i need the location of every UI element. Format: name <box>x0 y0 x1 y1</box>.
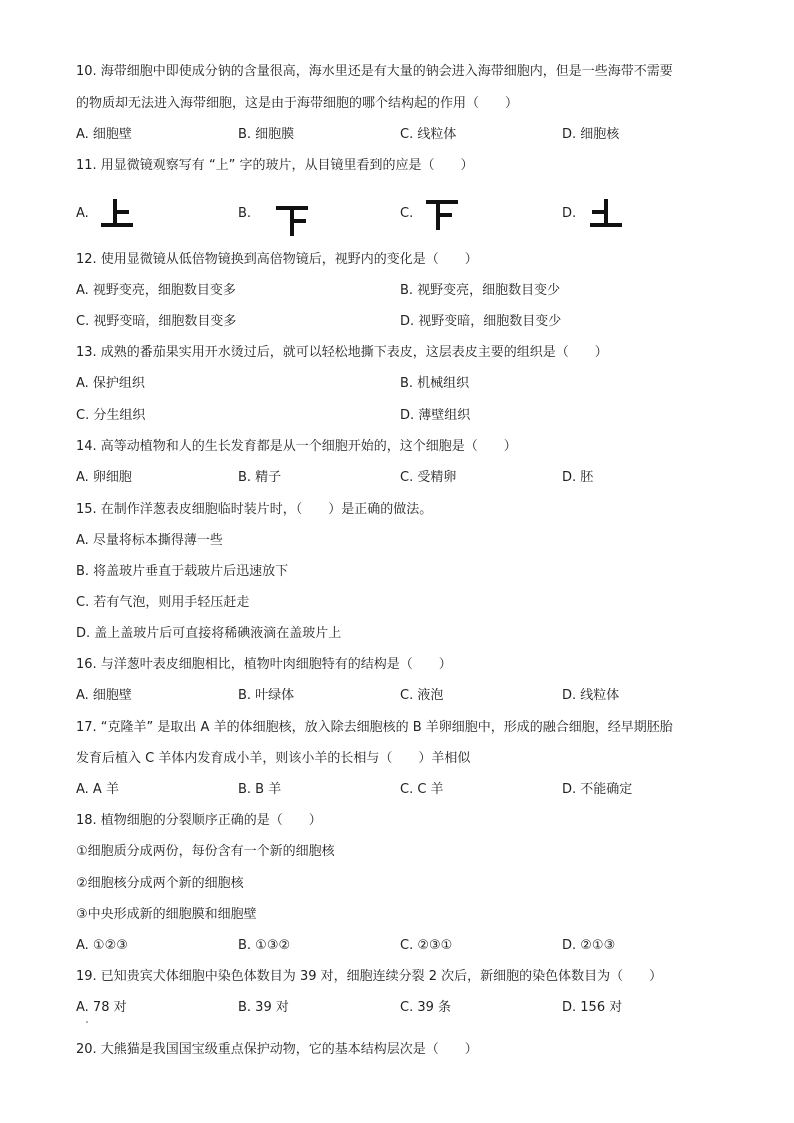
q20-stem: 20. 大熊猫是我国国宝级重点保护动物，它的基本结构层次是（ ） <box>76 1042 478 1057</box>
q11-glyph-b-figure <box>275 204 309 238</box>
q13-option-b: B. 机械组织 <box>400 376 470 391</box>
q11-stem: 11. 用显微镜观察写有 “上” 字的玻片，从目镜里看到的应是（ ） <box>76 158 474 173</box>
q18-step-2: ②细胞核分成两个新的细胞核 <box>76 876 244 891</box>
q17-option-b: B. B 羊 <box>238 782 282 797</box>
q18-step-3: ③中央形成新的细胞膜和细胞壁 <box>76 907 257 922</box>
q17-option-c: C. C 羊 <box>400 782 444 797</box>
q16-option-b: B. 叶绿体 <box>238 688 295 703</box>
q13-option-c: C. 分生组织 <box>76 408 146 423</box>
q15-option-d: D. 盖上盖玻片后可直接将稀碘液滴在盖玻片上 <box>76 626 342 641</box>
q18-option-c: C. ②③① <box>400 938 453 953</box>
q19-option-c: C. 39 条 <box>400 1000 452 1015</box>
q14-option-b: B. 精子 <box>238 470 282 485</box>
q18-option-a: A. ①②③ <box>76 938 128 953</box>
q19-option-b: B. 39 对 <box>238 1000 289 1015</box>
q12-option-d: D. 视野变暗，细胞数目变少 <box>400 314 562 329</box>
q17-stem-line-2: 发育后植入 C 羊体内发育成小羊，则该小羊的长相与（ ）羊相似 <box>76 751 471 766</box>
q11-option-a: A. <box>76 206 89 221</box>
q10-option-b: B. 细胞膜 <box>238 127 295 142</box>
q10-option-c: C. 线粒体 <box>400 127 457 142</box>
q13-stem: 13. 成熟的番茄果实用开水烫过后，就可以轻松地撕下表皮，这层表皮主要的组织是（ ） <box>76 345 608 360</box>
q13-option-d: D. 薄壁组织 <box>400 408 471 423</box>
stray-dot <box>86 1021 88 1023</box>
q11-glyph-d-figure <box>589 197 623 231</box>
q19-option-d: D. 156 对 <box>562 1000 623 1015</box>
q12-option-a: A. 视野变亮，细胞数目变多 <box>76 283 236 298</box>
q18-option-d: D. ②①③ <box>562 938 616 953</box>
q12-option-b: B. 视野变亮，细胞数目变少 <box>400 283 561 298</box>
q13-option-a: A. 保护组织 <box>76 376 145 391</box>
q19-option-a: A. 78 对 <box>76 1000 127 1015</box>
q11-glyph-a-figure <box>100 197 134 231</box>
q14-stem: 14. 高等动植物和人的生长发育都是从一个细胞开始的，这个细胞是（ ） <box>76 439 517 454</box>
q14-option-a: A. 卵细胞 <box>76 470 132 485</box>
q16-option-c: C. 液泡 <box>400 688 444 703</box>
q17-option-a: A. A 羊 <box>76 782 119 797</box>
q18-option-b: B. ①③② <box>238 938 291 953</box>
q10-stem-line-2: 的物质却无法进入海带细胞，这是由于海带细胞的哪个结构起的作用（ ） <box>76 96 519 111</box>
q12-option-c: C. 视野变暗，细胞数目变多 <box>76 314 237 329</box>
q11-glyph-c-figure <box>425 198 459 232</box>
q10-stem-line-1: 10. 海带细胞中即使成分钠的含量很高，海水里还是有大量的钠会进入海带细胞内，但是一些海带不需要 <box>76 64 673 79</box>
q14-option-d: D. 胚 <box>562 470 594 485</box>
q11-option-d: D. <box>562 206 577 221</box>
q18-step-1: ①细胞质分成两份，每份含有一个新的细胞核 <box>76 844 335 859</box>
q16-option-a: A. 细胞壁 <box>76 688 132 703</box>
q16-stem: 16. 与洋葱叶表皮细胞相比，植物叶肉细胞特有的结构是（ ） <box>76 657 452 672</box>
q11-option-b: B. <box>238 206 252 221</box>
q11-option-c: C. <box>400 206 414 221</box>
q12-stem: 12. 使用显微镜从低倍物镜换到高倍物镜后，视野内的变化是（ ） <box>76 252 478 267</box>
q17-option-d: D. 不能确定 <box>562 782 633 797</box>
q16-option-d: D. 线粒体 <box>562 688 620 703</box>
q10-option-d: D. 细胞核 <box>562 127 620 142</box>
q19-stem: 19. 已知贵宾犬体细胞中染色体数目为 39 对，细胞连续分裂 2 次后，新细胞的染色体数目为（ ） <box>76 969 663 984</box>
q14-option-c: C. 受精卵 <box>400 470 457 485</box>
q18-stem: 18. 植物细胞的分裂顺序正确的是（ ） <box>76 813 322 828</box>
q10-option-a: A. 细胞壁 <box>76 127 132 142</box>
q15-stem: 15. 在制作洋葱表皮细胞临时装片时，（ ）是正确的做法。 <box>76 502 433 517</box>
q15-option-c: C. 若有气泡，则用手轻压赶走 <box>76 595 250 610</box>
q17-stem-line-1: 17. “克隆羊” 是取出 A 羊的体细胞核，放入除去细胞核的 B 羊卵细胞中，形成的融合细胞，经早期胚胎 <box>76 720 673 735</box>
q15-option-a: A. 尽量将标本撕得薄一些 <box>76 533 223 548</box>
q15-option-b: B. 将盖玻片垂直于载玻片后迅速放下 <box>76 564 289 579</box>
